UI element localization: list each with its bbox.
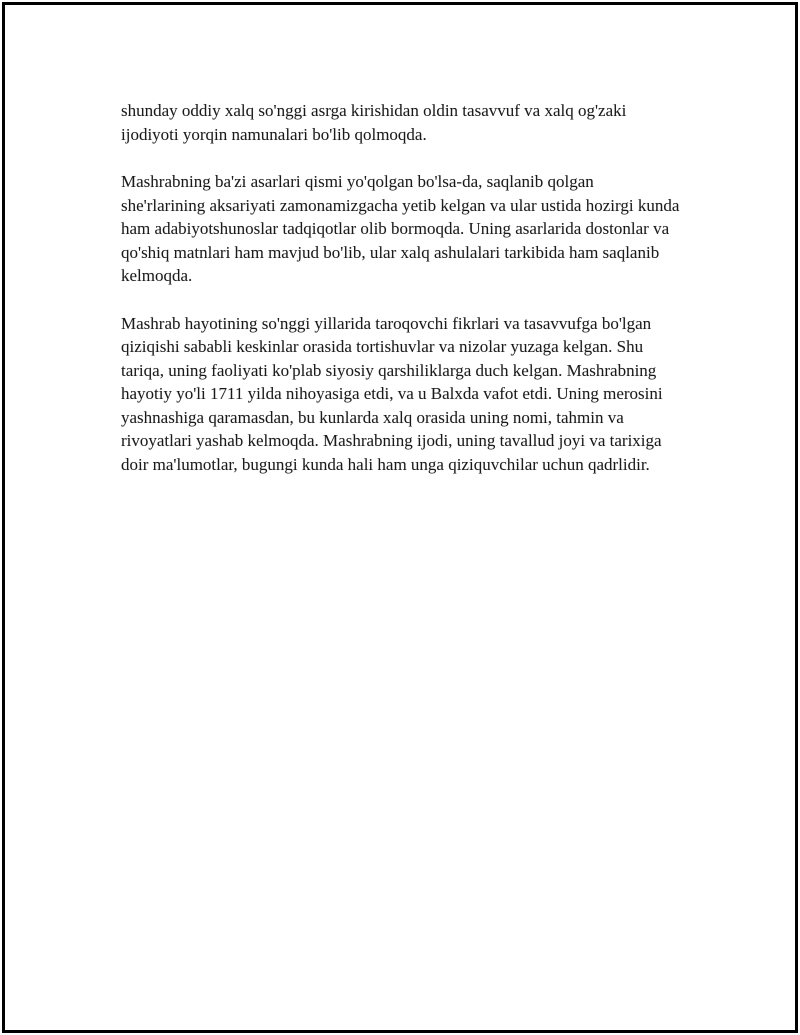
paragraph: Mashrabning ba'zi asarlari qismi yo'qolgan bo'lsa-da, saqlanib qolgan she'rlarining aksariyati zamonamizgacha yetib kelgan va ular ustida hozirgi kunda ham adabiyotshunoslar tadqiqotlar olib bormoqda. Uning asarlarida dostonlar va qo'shiq matnlari ham mavjud bo'lib, ular xalq ashulalari tarkibida ham saqlanib kelmoqda.	[121, 172, 680, 285]
document-body	[121, 99, 681, 500]
page-frame	[2, 2, 798, 1033]
paragraph: Mashrab hayotining so'nggi yillarida taroqovchi fikrlari va tasavvufga bo'lgan qiziqishi sababli keskinlar orasida tortishuvlar va nizolar yuzaga kelgan. Shu tariqa, uning faoliyati ko'plab siyosiy qarshiliklarga duch kelgan. Mashrabning hayotiy yo'li 1711 yilda nihoyasiga etdi, va u Balxda vafot etdi. Uning merosini yashnashiga qaramasdan, bu kunlarda xalq orasida uning nomi, tahmin va rivoyatlari yashab kelmoqda. Mashrabning ijodi, uning tavallud joyi va tarixiga doir ma'lumotlar, bugungi kunda hali ham unga qiziquvchilar uchun qadrlidir.	[121, 313, 663, 474]
paragraph: shunday oddiy xalq so'nggi asrga kirishidan oldin tasavvuf va xalq og'zaki ijodiyoti yorqin namunalari bo'lib qolmoqda.	[121, 101, 627, 144]
